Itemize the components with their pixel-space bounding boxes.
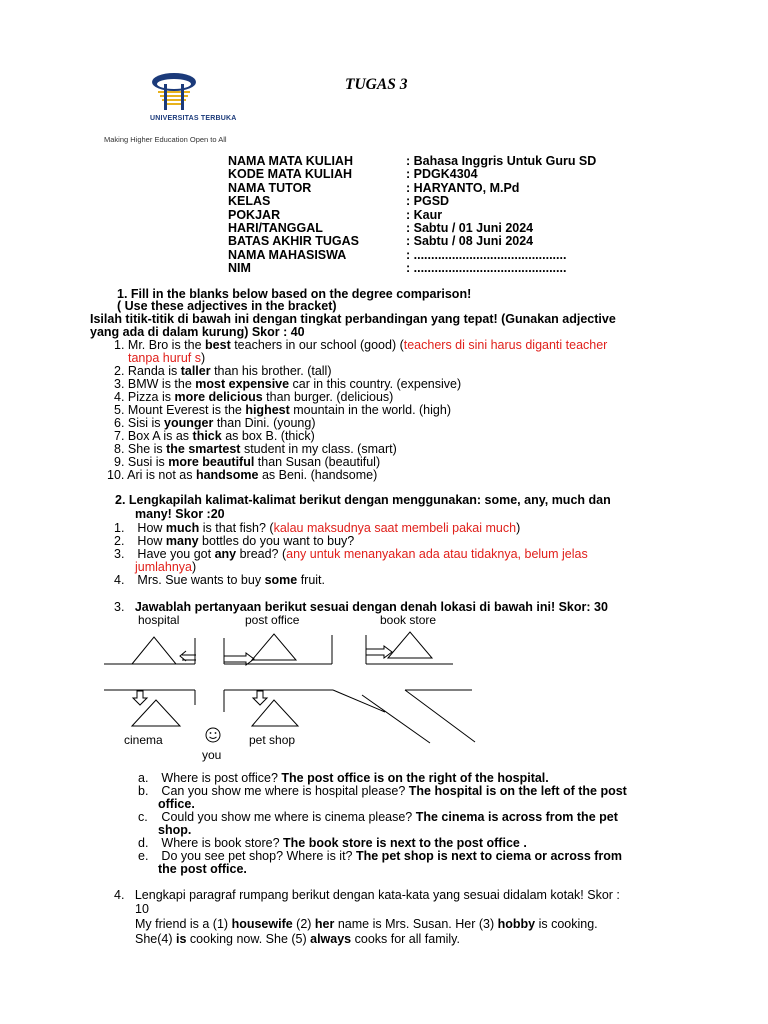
info-row: [228, 182, 596, 195]
list-item: 7. Box A is as thick as box B. (thick): [114, 429, 315, 443]
qa-item-cont: the post office.: [158, 862, 247, 876]
location-map: [0, 610, 768, 770]
list-item: 3. Have you got any bread? (any untuk menanyakan ada atau tidaknya, belum jelas: [114, 547, 588, 561]
list-item: 1. Mr. Bro is the best teachers in our school (good) (teachers di sini harus diganti teacher: [114, 338, 608, 352]
info-value: : Sabtu / 08 Juni 2024: [406, 234, 534, 249]
section3-heading: 3. Jawablah pertanyaan berikut sesuai dengan denah lokasi di bawah ini! Skor: 30: [114, 600, 608, 614]
list-item: 5. Mount Everest is the highest mountain in the world. (high): [114, 403, 451, 417]
arrow-right-icon: [366, 646, 392, 658]
info-row: [228, 262, 596, 275]
qa-item: d. Where is book store? The book store is next to the post office .: [138, 836, 527, 850]
paragraph-line: She(4) is cooking now. She (5) always cooks for all family.: [135, 932, 460, 946]
list-item: 2. How many bottles do you want to buy?: [114, 534, 355, 548]
road-edge: [333, 690, 385, 712]
qa-item: a. Where is post office? The post office is on the right of the hospital.: [138, 771, 549, 785]
teacher-note: any untuk menanyakan ada atau tidaknya, belum jelas: [286, 547, 588, 561]
info-label: NIM: [228, 261, 251, 276]
section4-heading-cont: 10: [135, 902, 149, 916]
teacher-note: tanpa huruf s: [128, 351, 201, 365]
section4-heading: 4. Lengkapi paragraf rumpang berikut dengan kata-kata yang sesuai didalam kotak! Skor :: [114, 888, 620, 902]
list-item-cont: jumlahnya): [135, 560, 197, 574]
page-title: TUGAS 3: [345, 76, 408, 93]
info-value: : HARYANTO, M.Pd: [406, 180, 520, 195]
qa-item-cont: shop.: [158, 823, 192, 837]
section2-heading-cont: many! Skor :20: [135, 507, 225, 521]
info-value: : PDGK4304: [406, 167, 478, 182]
road-edge: [362, 695, 430, 743]
cinema-label: cinema: [124, 733, 163, 747]
qa-item: e. Do you see pet shop? Where is it? The pet shop is next to ciema or across from: [138, 849, 623, 863]
qa-item: b. Can you show me where is hospital please? The hospital is on the left of the post: [138, 784, 627, 798]
university-name: UNIVERSITAS TERBUKA: [150, 115, 237, 122]
paragraph-line: My friend is a (1) housewife (2) her name is Mrs. Susan. Her (3) hobby is cooking.: [135, 917, 598, 931]
post-office-label: post office: [245, 613, 300, 627]
info-label: KELAS: [228, 194, 271, 209]
arrow-down-icon: [133, 691, 147, 705]
post-office-building: [252, 634, 296, 660]
hospital-building: [132, 637, 176, 664]
info-row: [228, 249, 596, 262]
section1-instruction: Isilah titik-titik di bawah ini dengan tingkat perbandingan yang tepat! (Gunakan adjective: [90, 312, 616, 326]
book-store-label: book store: [380, 613, 437, 627]
info-value: : Kaur: [406, 207, 443, 222]
qa-item: c. Could you show me where is cinema please? The cinema is across from the pet: [138, 810, 618, 824]
info-value: : Sabtu / 01 Juni 2024: [406, 221, 534, 236]
list-item: 3. BMW is the most expensive car in this country. (expensive): [114, 377, 462, 391]
teacher-note: jumlahnya: [135, 560, 192, 574]
arrow-down-icon: [253, 691, 267, 705]
section2-heading: 2. Lengkapilah kalimat-kalimat berikut dengan menggunakan: some, any, much dan: [115, 493, 611, 507]
book-store-building: [388, 632, 432, 658]
section1-heading: 1. Fill in the blanks below based on the degree comparison!: [117, 287, 472, 301]
list-item: 1. How much is that fish? (kalau maksudnya saat membeli pakai much): [114, 521, 521, 535]
info-value: : ............................................: [406, 261, 567, 276]
info-row: [228, 195, 596, 208]
you-label: you: [202, 748, 222, 762]
list-item: 6. Sisi is younger than Dini. (young): [114, 416, 316, 430]
info-value: : Bahasa Inggris Untuk Guru SD: [406, 154, 597, 168]
info-label: BATAS AKHIR TUGAS: [228, 234, 360, 249]
list-item-cont: tanpa huruf s): [128, 351, 206, 365]
info-label: NAMA TUTOR: [228, 180, 312, 195]
info-value: : ............................................: [406, 247, 567, 262]
list-item: 4. Pizza is more delicious than burger. (delicious): [114, 390, 394, 404]
info-row: [228, 168, 596, 181]
list-item: 9. Susi is more beautiful than Susan (beautiful): [114, 455, 381, 469]
hospital-label: hospital: [138, 613, 180, 627]
arrow-left-icon: [180, 651, 196, 661]
section1-subheading: ( Use these adjectives in the bracket): [117, 299, 337, 313]
section1-instruction-cont: yang ada di dalam kurung) Skor : 40: [90, 325, 305, 339]
info-row: [228, 222, 596, 235]
list-item: 10. Ari is not as handsome as Beni. (handsome): [107, 468, 378, 482]
info-label: KODE MATA KULIAH: [228, 167, 353, 182]
info-row: [228, 209, 596, 222]
teacher-note: teachers di sini harus diganti teacher: [403, 338, 608, 352]
smiley-icon: [206, 728, 220, 742]
road-edge: [405, 690, 475, 742]
list-item: 8. She is the smartest student in my class. (smart): [114, 442, 397, 456]
list-item: 2. Randa is taller than his brother. (tall): [114, 364, 332, 378]
list-item: 4. Mrs. Sue wants to buy some fruit.: [114, 573, 326, 587]
info-row: [228, 155, 596, 168]
info-label: POKJAR: [228, 207, 281, 222]
tagline: Making Higher Education Open to All: [104, 135, 227, 144]
course-info: [228, 155, 596, 276]
arrow-right-icon: [224, 653, 254, 665]
qa-item-cont: office.: [158, 797, 195, 811]
teacher-note: kalau maksudnya saat membeli pakai much: [273, 521, 517, 535]
info-label: NAMA MATA KULIAH: [228, 154, 353, 168]
info-row: [228, 235, 596, 248]
info-value: : PGSD: [406, 194, 450, 209]
info-label: NAMA MAHASISWA: [228, 247, 347, 262]
info-label: HARI/TANGGAL: [228, 221, 323, 236]
pet-shop-label: pet shop: [249, 733, 296, 747]
